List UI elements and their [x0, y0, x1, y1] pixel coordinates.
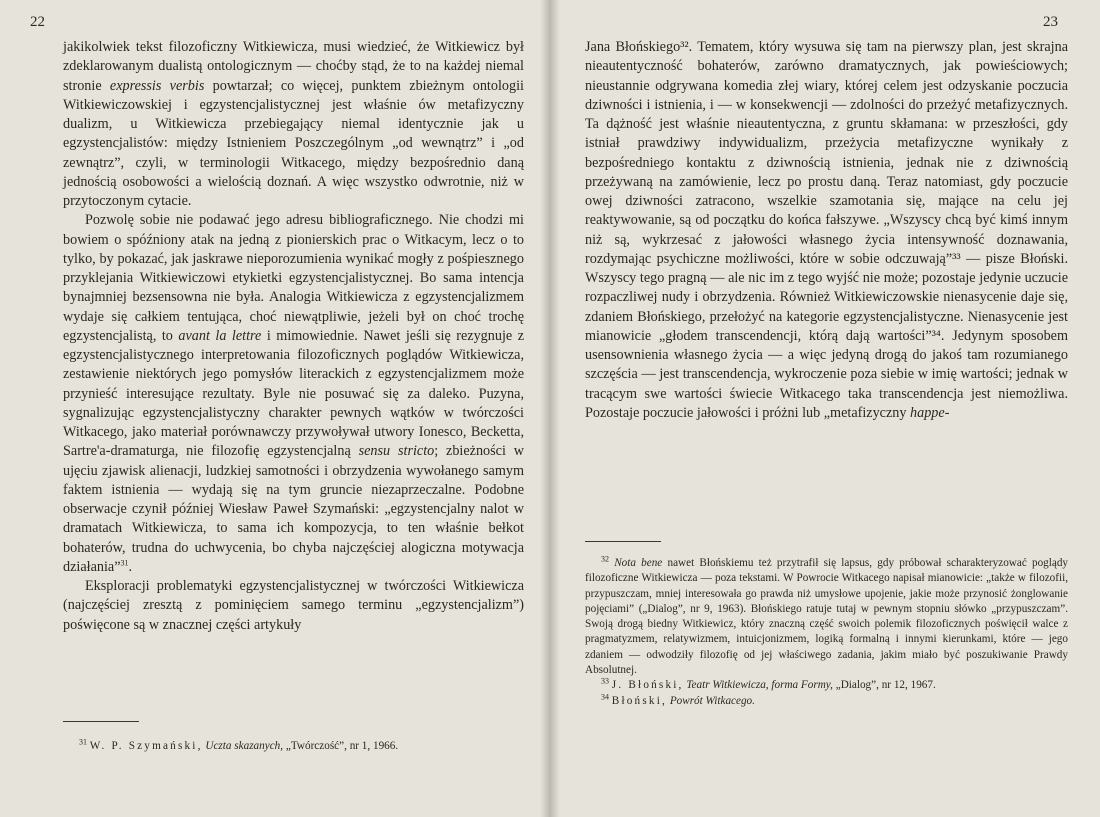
- italic-phrase: avant la lettre: [178, 327, 262, 344]
- main-text: [585, 38, 1068, 423]
- page-number: 23: [1043, 14, 1058, 30]
- footnote-title: Powrót Witkacego.: [669, 694, 755, 707]
- footnotes: [63, 739, 523, 754]
- italic-phrase: sensu stricto: [358, 443, 435, 460]
- footnote-author: W. P. Szymański,: [89, 740, 203, 752]
- right-page: [550, 0, 1100, 817]
- footnote-number: 31: [79, 737, 87, 747]
- footnote-source: „Dialog”, nr 12, 1967.: [835, 679, 936, 692]
- footnote-title: Uczta skazanych,: [205, 740, 284, 752]
- footnote-text: nawet Błońskiemu też przytrafił się lapsus, gdy próbował scharakteryzować poglądy filozoficzne Witkiewicza — poza tekstami. W Powrocie Witkacego napisał mianowicie: „także w filozofii, przypuszczam, mniej interesowała go prawda niż umysłowe upojenie, jakie może przynosić żonglowanie pojęciami” („Dialog”, nr 9, 1963). Błońskiego ratuje tutaj w pewnym stopniu słówko „przypuszczam”. Swoją drogą biedny Witkiewicz, który znaczną część swoich polemik filozoficznych poświęcił walce z pragmatyzmem, relatywizmem, intuicjonizmem, logiką formalną i innymi kierunkami, które — jego zdaniem — odwodziły filozofię od jej właściwego zadania, jakim miało być poszukiwanie Prawdy Absolutnej.: [585, 557, 1069, 677]
- footnote-lead: Nota bene: [614, 557, 663, 569]
- footnote-title: Teatr Witkiewicza, forma Formy,: [686, 679, 833, 692]
- paragraph: Eksploracji problematyki egzystencjalistycznej w twórczości Witkiewicza (najczęściej zresztą z pominięciem samego terminu „egzystencjalizm”) poświęcone są w znacznej części artykuły: [63, 578, 524, 633]
- footnote-source: „Twórczość”, nr 1, 1966.: [285, 740, 399, 752]
- footnote: [585, 678, 1068, 693]
- italic-phrase: expressis verbis: [109, 77, 205, 94]
- footnote-number: 33: [601, 676, 609, 686]
- footnote-number: 32: [601, 554, 609, 564]
- italic-phrase: happe-: [910, 404, 950, 421]
- footnote: [585, 556, 1068, 678]
- main-text: [63, 38, 524, 635]
- paragraph: Pozwolę sobie nie podawać jego adresu bibliograficznego. Nie chodzi mi bowiem o spóźniony atak na jedną z pionierskich prac o Witkacym, lecz o to tylko, by pokazać, jak jaskrawe nieporozumienia wynikać mogły z pośpiesznego przyklejania Witkiewiczowi etykietki egzystencjalistycznej. Bo sama intencja bynajmniej bezsensowna nie była. Analogia Witkiewicza z egzystencjalizmem wydaje się całkiem tentująca, choć niewątpliwie, jeżeli był on choć trochę egzystencjalistą, to avant la lettre i mimowiednie. Nawet jeśli się rezygnuje z egzystencjalistycznego interpretowania filozoficznych poglądów Witkiewicza, zestawienie niektórych jego pomysłów literackich z egzystencjalizmem może przynieść interesujące rezultaty. Byle nie posuwać się za daleko. Puzyna, sygnalizując egzystencjalistyczny charakter pewnych wątków w twórczości Witkacego, jako materiał porównawczy przywoływał utwory Ionesco, Becketta, Sartre'a-dramaturga, nie filozofię egzystencjalną sensu stricto; zbieżności w ujęciu zjawisk alienacji, ludzkiej samotności i obrzydzenia wywołanego samym faktem istnienia — wydają się na tym gruncie niezaprzeczalne. Podobne obserwacje czynił później Wiesław Paweł Szymański: „egzystencjalny nalot w dramatach Witkiewicza, to sama ich kompozycja, to ten właśnie bełkot bohaterów, trudna do uchwycenia, bo chyba najczęściej alogiczna motywacja działania”$^{31}$.: [63, 212, 524, 575]
- footnotes: [585, 556, 1068, 709]
- footnote-author: Błoński,: [611, 694, 668, 707]
- footnote-number: 34: [601, 691, 609, 701]
- page-number: 22: [30, 14, 45, 30]
- footnote-separator: [585, 541, 661, 542]
- footnote-reference: 31: [120, 558, 129, 568]
- footnote: [585, 691, 1068, 709]
- paragraph: jakikolwiek tekst filozoficzny Witkiewicza, musi wiedzieć, że Witkiewicz był zdeklarowanym dualistą ontologicznym — choćby stąd, że to na każdej niemal stronie expressis verbis powtarzał; co więcej, punktem zbieżnym ontologii Witkiewiczowskiej i egzystencjalistycznej jest właśnie ów metafizyczny dualizm, u Witkiewicza przebiegający niemal identycznie jak u egzystencjalistów: między Istnieniem Poszczególnym „od wewnątrz” i „od zewnątrz”, czyli, w terminologii Witkacego, między bezpośrednio daną jednością osobowości a wielością doznań. A więc wszystko odwrotnie, niż w przytoczonym cytacie.: [63, 39, 524, 209]
- footnote-separator: [63, 721, 139, 722]
- paragraph: Jana Błońskiego³². Tematem, który wysuwa się tam na pierwszy plan, jest skrajna nieautentyczność bohaterów, zarówno dramatycznych, jak powieściowych; nieustannie odgrywana komedia złej wiary, której celem jest odzyskanie poczucia dziwności i istnienia, i — w konsekwencji — zdolności do przeżyć metafizycznych. Ta dążność jest właśnie nieautentyczna, z gruntu skłamana: w przeszłości, gdy istniał prawdziwy indywidualizm, przeżycia metafizyczne wynikały z bezpośredniego kontaktu z dziwnością istnienia, jednak nie z dziwnością przeżywaną na zamówienie, lecz po prostu daną. Teraz natomiast, gdy poczucie owej dziwności zatracono, wszelkie szamotania się, mające na celu jej reaktywowanie, są od początku do końca fałszywe. „Wszyscy chcą być kimś innym niż są, wykrzesać z jałowości własnego życia intensywność doznawania, rozdymając psychiczne możliwości, które w sobie odczuwają”³³ — pisze Błoński. Wszyscy tego pragną — ale nic im z tego wyjść nie może; pozostaje jedynie uczucie rozpaczliwej nudy i obrzydzenia. Również Witkiewiczowskie nienasycenie daje się, zdaniem Błońskiego, przełożyć na kategorie egzystencjalistyczne. Nienasycenie jest mianowicie „głodem transcendencji, którą dają wartości”³⁴. Jedynym sposobem usensownienia własnego życia — a więc jedyną drogą do jakoś tam rozumianego szczęścia — jest transcendencja, wykroczenie poza siebie w imię wartości; jednak w tracącym swe wartości świecie Witkacego taka transcendencja jest niemożliwa. Pozostaje poczucie jałowości i próżni lub „metafizyczny happe-: [585, 39, 1068, 421]
- footnote: [63, 739, 523, 754]
- footnote-author: J. Błoński,: [611, 679, 684, 692]
